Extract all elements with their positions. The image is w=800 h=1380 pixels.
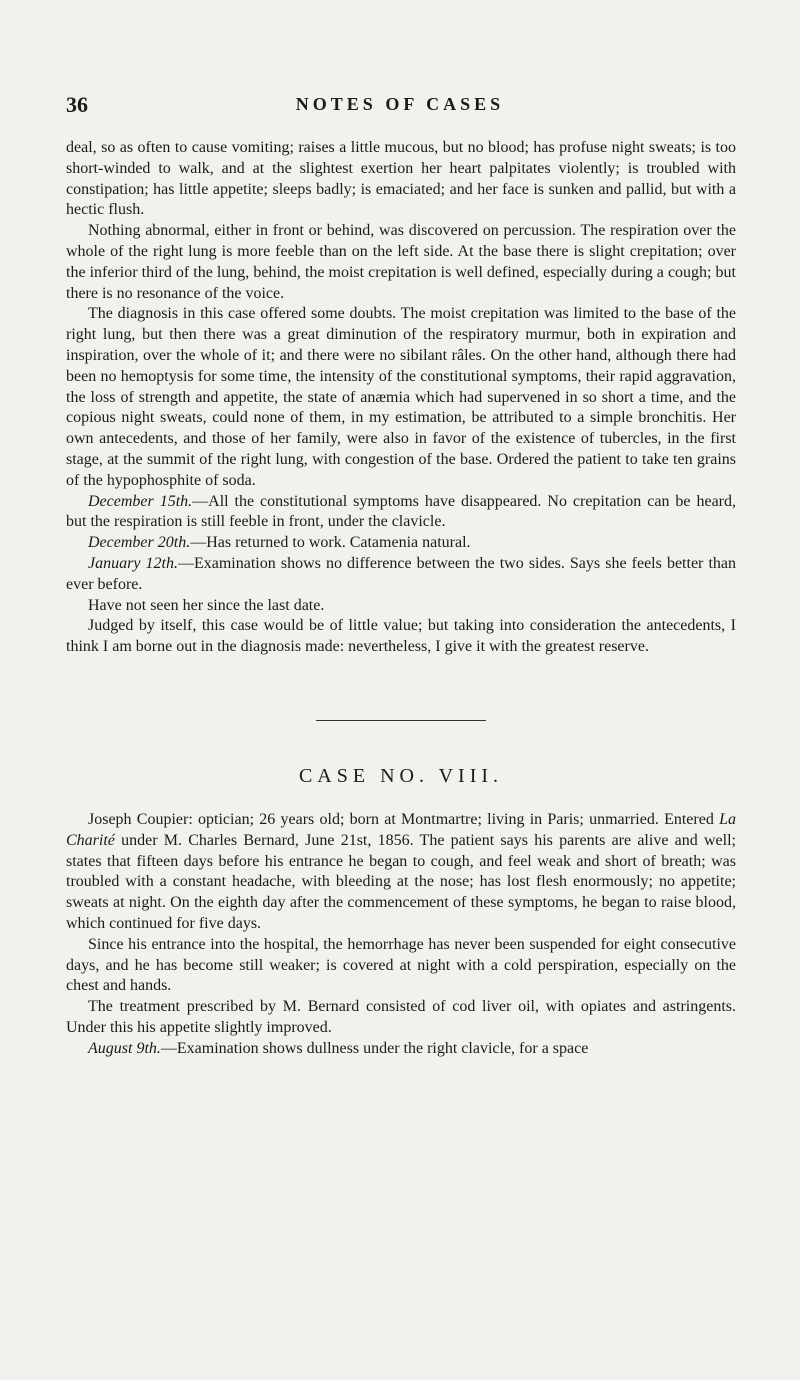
dated-entry xyxy=(66,492,736,534)
paragraph-text: under M. Charles Bernard, June 21st, 1856. The patient says his parents are alive and well; states that fifteen days before his entrance he began to cough, and feel weak and short of breath; was troubled with a constant headache, with bleeding at the nose; has lost flesh enormously; no appetite; sweats at night. On the eighth day after the commencement of these symptoms, he began to raise blood, which continued for five days. xyxy=(66,831,736,932)
paragraph: The diagnosis in this case offered some doubts. The moist crepitation was limited to the base of the right lung, but then there was a great diminution of the respiratory murmur, both in expiration and inspiration, over the whole of it; and there were no sibilant râles. On the other hand, although there had been no hemoptysis for some time, the intensity of the constitutional symptoms, their rapid aggravation, the loss of strength and appetite, the state of anæmia which had supervened in so short a time, and the copious night sweats, could none of them, in my estimation, be attributed to a simple bronchitis. Her own antecedents, and those of her family, were also in favor of the existence of tubercles, in the first stage, at the summit of the right lung, with congestion of the base. Ordered the patient to take ten grains of the hypophosphite of soda. xyxy=(66,305,736,489)
section-divider xyxy=(316,720,486,721)
paragraph: Since his entrance into the hospital, the hemorrhage has never been suspended for eight consecutive days, and he has become still weaker; is covered at night with a cold perspiration, especially on the chest and hands. xyxy=(66,935,736,995)
entry-text: —All the constitutional symptoms have disappeared. No crepitation can be heard, but the respiration is still feeble in front, under the clavicle. xyxy=(66,492,737,531)
running-head: NOTES OF CASES xyxy=(295,94,505,114)
entry-date: December 20th. xyxy=(88,534,191,552)
entry-date: January 12th. xyxy=(88,554,178,572)
entry-text: —Examination shows dullness under the right clavicle, for a space xyxy=(160,1039,589,1057)
hospital-name: La Charité xyxy=(66,810,736,849)
case-heading: CASE NO. VIII. xyxy=(298,764,504,787)
paragraph: Have not seen her since the last date. xyxy=(88,596,325,614)
paragraph xyxy=(66,810,736,935)
dated-entry xyxy=(66,1039,736,1060)
page-header xyxy=(66,92,734,122)
body-text xyxy=(66,138,736,1059)
paragraph: Judged by itself, this case would be of little value; but taking into consideration the antecedents, I think I am borne out in the diagnosis made: nevertheless, I give it with the greatest reserve. xyxy=(66,617,736,656)
paragraph: deal, so as often to cause vomiting; raises a little mucous, but no blood; has profuse night sweats; is too short-winded to walk, and at the slightest exertion her heart palpitates violently; is troubled with constipation; has little appetite; sleeps badly; is emaciated; and her face is sunken and pallid, but with a hectic flush. xyxy=(66,139,736,219)
paragraph: The treatment prescribed by M. Bernard consisted of cod liver oil, with opiates and astringents. Under this his appetite slightly improved. xyxy=(66,998,736,1036)
entry-date: August 9th. xyxy=(88,1039,161,1057)
entry-text: —Examination shows no difference between the two sides. Says she feels better than ever before. xyxy=(66,554,737,593)
paragraph-text: Joseph Coupier: optician; 26 years old; born at Montmartre; living in Paris; unmarried. Entered xyxy=(88,810,720,828)
dated-entry xyxy=(66,533,736,554)
entry-date: December 15th. xyxy=(88,492,193,510)
paragraph: Nothing abnormal, either in front or behind, was discovered on percussion. The respiration over the whole of the right lung is more feeble than on the left side. At the base there is slight crepitation; over the inferior third of the lung, behind, the moist crepitation is well defined, especially during a cough; but there is no resonance of the voice. xyxy=(66,222,736,302)
page-number: 36 xyxy=(66,92,88,117)
dated-entry xyxy=(66,554,736,596)
entry-text: —Has returned to work. Catamenia natural. xyxy=(190,534,471,552)
